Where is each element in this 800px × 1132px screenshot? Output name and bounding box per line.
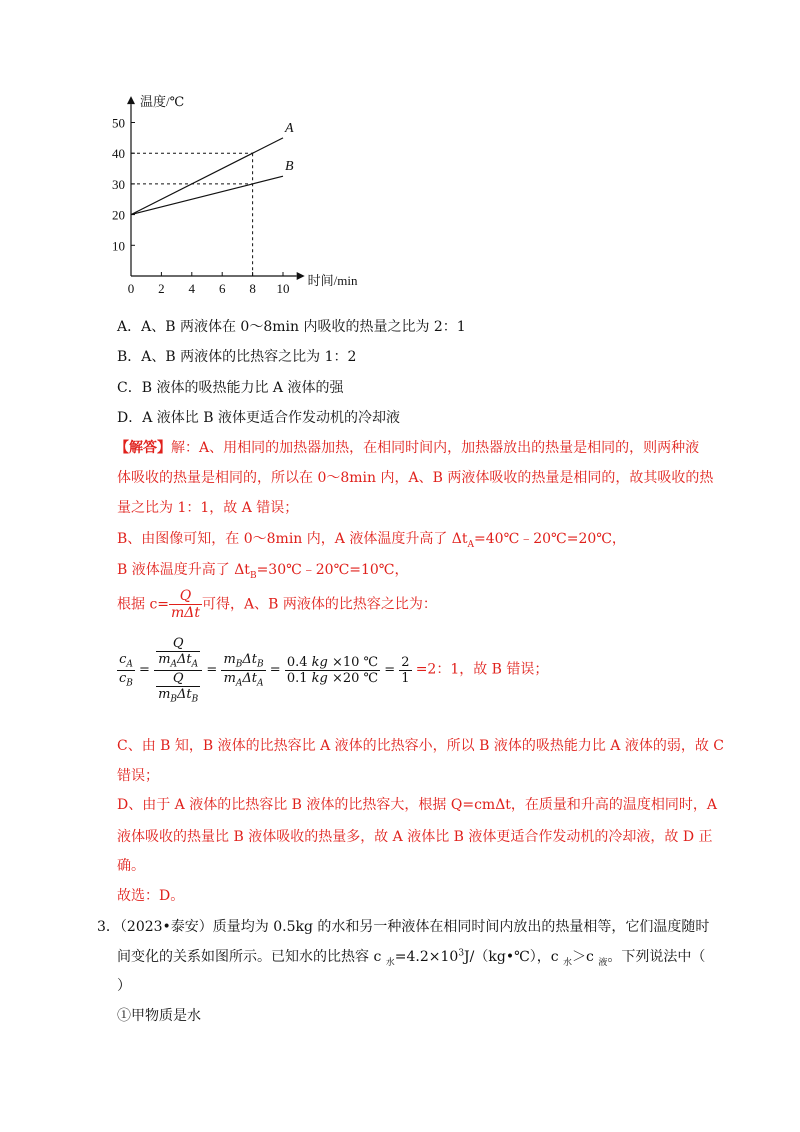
y-axis-arrow <box>127 96 135 104</box>
answer-line-12: 确。 <box>117 858 145 874</box>
x-tick-label: 0 <box>127 281 135 296</box>
answer-line-2: 体吸收的热量是相同的，所以在 0～8min 内，A、B 两液体吸收的热量是相同的，故其吸收的热 <box>117 470 714 486</box>
y-tick-label: 10 <box>112 238 125 254</box>
answer-line-6: 根据 c= $\frac{Q}{\text{mΔt}}$ 可得，A、B 两液体的比热容之比为： <box>117 588 437 621</box>
answer-line-9: 错误； <box>117 768 159 784</box>
question-3-item-1: ①甲物质是水 <box>117 1008 201 1024</box>
x-axis-label: 时间/min <box>307 273 358 288</box>
question-3-line-3: ） <box>117 978 131 994</box>
x-tick-label: 6 <box>218 281 226 296</box>
y-tick-label: 20 <box>112 207 125 223</box>
y-tick-label: 40 <box>112 146 125 162</box>
answer-line-8: C、由 B 知，B 液体的比热容比 A 液体的比热容小，所以 B 液体的吸热能力比 A 液体的弱，故 C <box>117 738 725 754</box>
y-tick-label: 30 <box>112 176 125 192</box>
series-line-b <box>131 176 283 214</box>
answer-line-3: 量之比为 1：1，故 A 错误； <box>117 500 299 516</box>
answer-line-10: D、由于 A 液体的比热容比 B 液体的比热容大，根据 Q=cmΔt，在质量和升高的温度相同时，A <box>117 797 718 813</box>
x-tick-label: 8 <box>249 281 256 296</box>
answer-line-1: 【解答】解：A、用相同的加热器加热，在相同时间内，加热器放出的热量是相同的，则两种液 <box>115 440 700 456</box>
ratio-equation: $\frac{c_A}{c_B}$ = $\frac{\frac{Q}{m_A\Delta t_A}}{\frac{Q}{m_B\Delta t_B}}$ = $\frac{m_B\Delta t_B}{m_A\Delta t_A}$ = $\frac{0.4 kg \times 10 ℃}{0.1 kg \times 20 ℃}$ = $\frac{2}{1}$ =2：1，故 B 错误； <box>119 636 549 705</box>
answer-line-13: 故选：D。 <box>117 888 185 904</box>
x-tick-label: 4 <box>188 281 196 296</box>
series-label-a: A <box>285 120 294 136</box>
series-label-b: B <box>285 159 294 175</box>
x-tick-label: 10 <box>276 281 290 296</box>
answer-line-4: B、由图像可知，在 0～8min 内，A 液体温度升高了 $\Delta t_A=40℃﹣20℃=20℃$， <box>117 531 626 550</box>
option-d: D．A 液体比 B 液体更适合作发动机的冷却液 <box>117 410 400 426</box>
temperature-time-chart <box>100 88 380 308</box>
question-3-line-1: 3．（2023•泰安）质量均为 0.5kg 的水和另一种液体在相同时间内放出的热量相等，它们温度随时 <box>97 919 710 935</box>
y-tick-label: 50 <box>112 115 125 131</box>
formula-fraction: $\frac{Q}{\text{mΔt}}$ <box>171 588 201 621</box>
answer-line-5: B 液体温度升高了 $\Delta t_B=30℃﹣20℃=10℃$， <box>117 562 409 581</box>
option-c: C．B 液体的吸热能力比 A 液体的强 <box>117 380 344 396</box>
question-3-line-2: 间变化的关系如图所示。已知水的比热容 c $_水=4.2\times 10^3J/(kg•℃)$，c $_水$＞c $_液$。下列说法中（ <box>117 948 706 968</box>
x-tick-label: 2 <box>158 281 165 296</box>
option-b: B．A、B 两液体的比热容之比为 1：2 <box>117 349 357 365</box>
answer-tag: 【解答】 <box>115 440 171 456</box>
series-line-a <box>131 138 283 215</box>
option-a: A．A、B 两液体在 0～8min 内吸收的热量之比为 2：1 <box>117 319 466 335</box>
x-axis-arrow <box>297 272 305 280</box>
answer-line-11: 液体吸收的热量比 B 液体吸收的热量多，故 A 液体比 B 液体更适合作发动机的冷却液，故 D 正 <box>117 829 713 845</box>
y-axis-label: 温度/℃ <box>140 94 185 110</box>
